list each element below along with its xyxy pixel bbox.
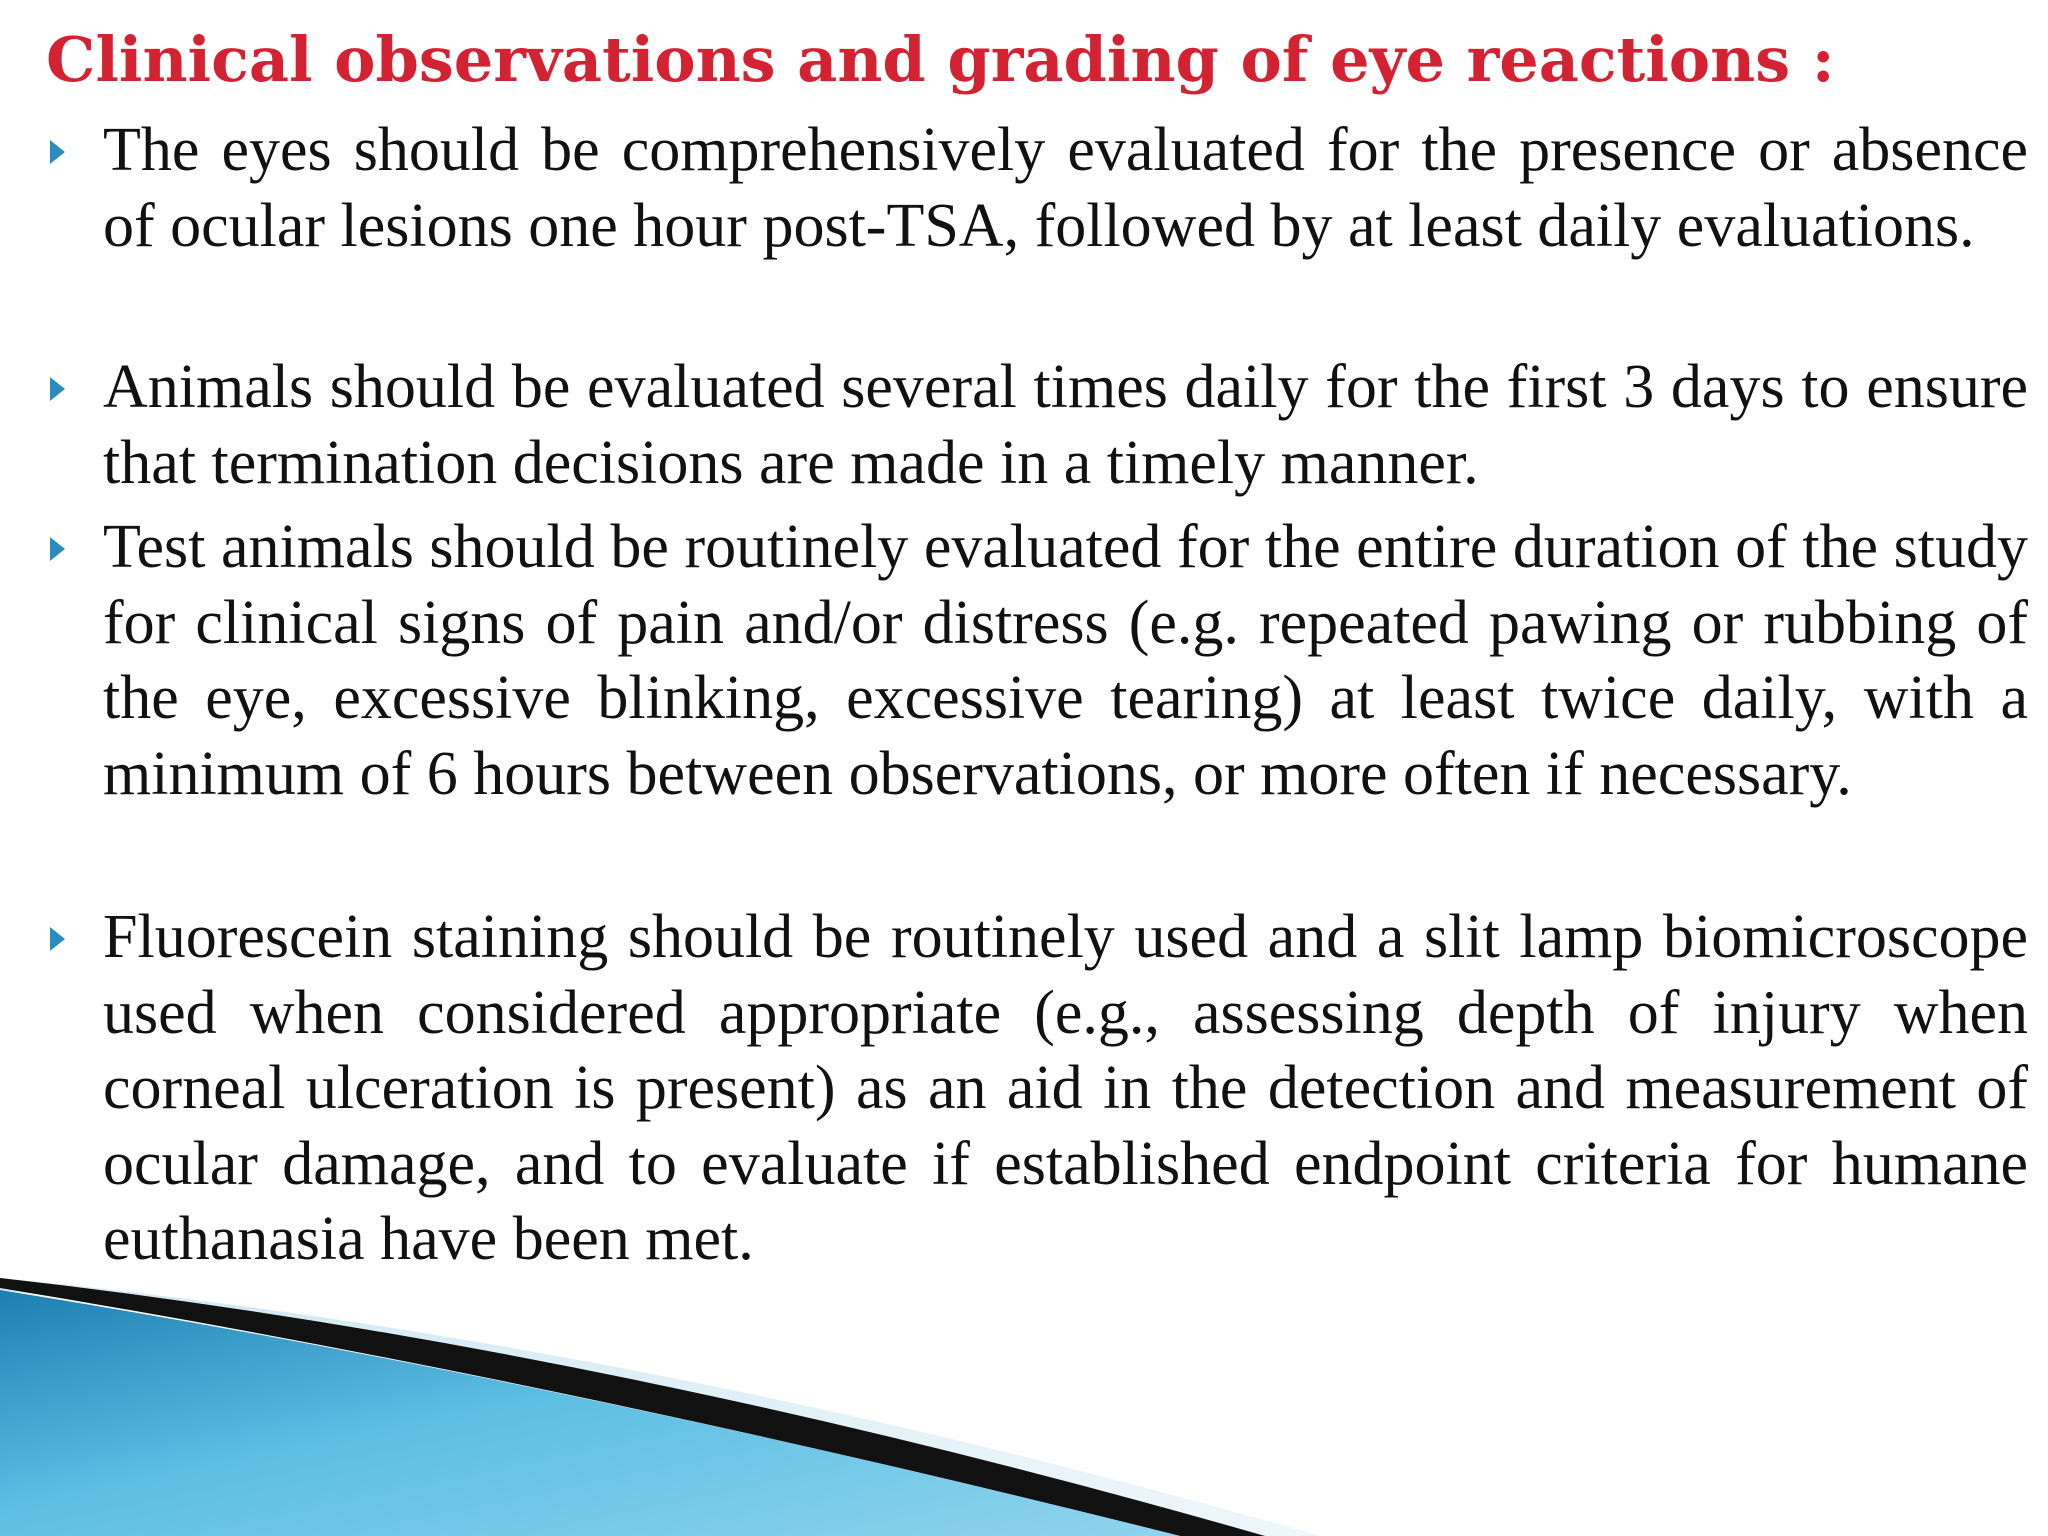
triangle-bullet-icon: [50, 377, 65, 401]
triangle-bullet-icon: [50, 537, 65, 561]
triangle-bullet-icon: [50, 140, 65, 164]
swoosh-blue-band: [0, 1290, 1180, 1536]
bullet-text: The eyes should be comprehensively evaluated for the presence or absence of ocular lesions one hour post-TSA, followed by at least daily evaluations.: [103, 116, 2028, 260]
bullet-text: Fluorescein staining should be routinely used and a slit lamp biomicroscope used when considered appropriate (e.g., assessing depth of injury when corneal ulceration is present) as an aid in the detection and measurement of ocular damage, and to evaluate if established endpoint criteria for humane euthanasia have been met.: [103, 903, 2028, 1273]
triangle-bullet-icon: [50, 927, 65, 951]
bullet-text: Animals should be evaluated several times daily for the first 3 days to ensure that termination decisions are made in a timely manner.: [103, 353, 2028, 497]
bullet-text: Test animals should be routinely evaluated for the entire duration of the study for clinical signs of pain and/or distress (e.g. repeated pawing or rubbing of the eye, excessive blinking, excessive tearing) at least twice daily, with a minimum of 6 hours between observations, or more often if necessary.: [103, 513, 2028, 808]
swoosh-decoration: [0, 1270, 2048, 1536]
slide-title: Clinical observations and grading of eye reactions :: [46, 23, 1835, 96]
